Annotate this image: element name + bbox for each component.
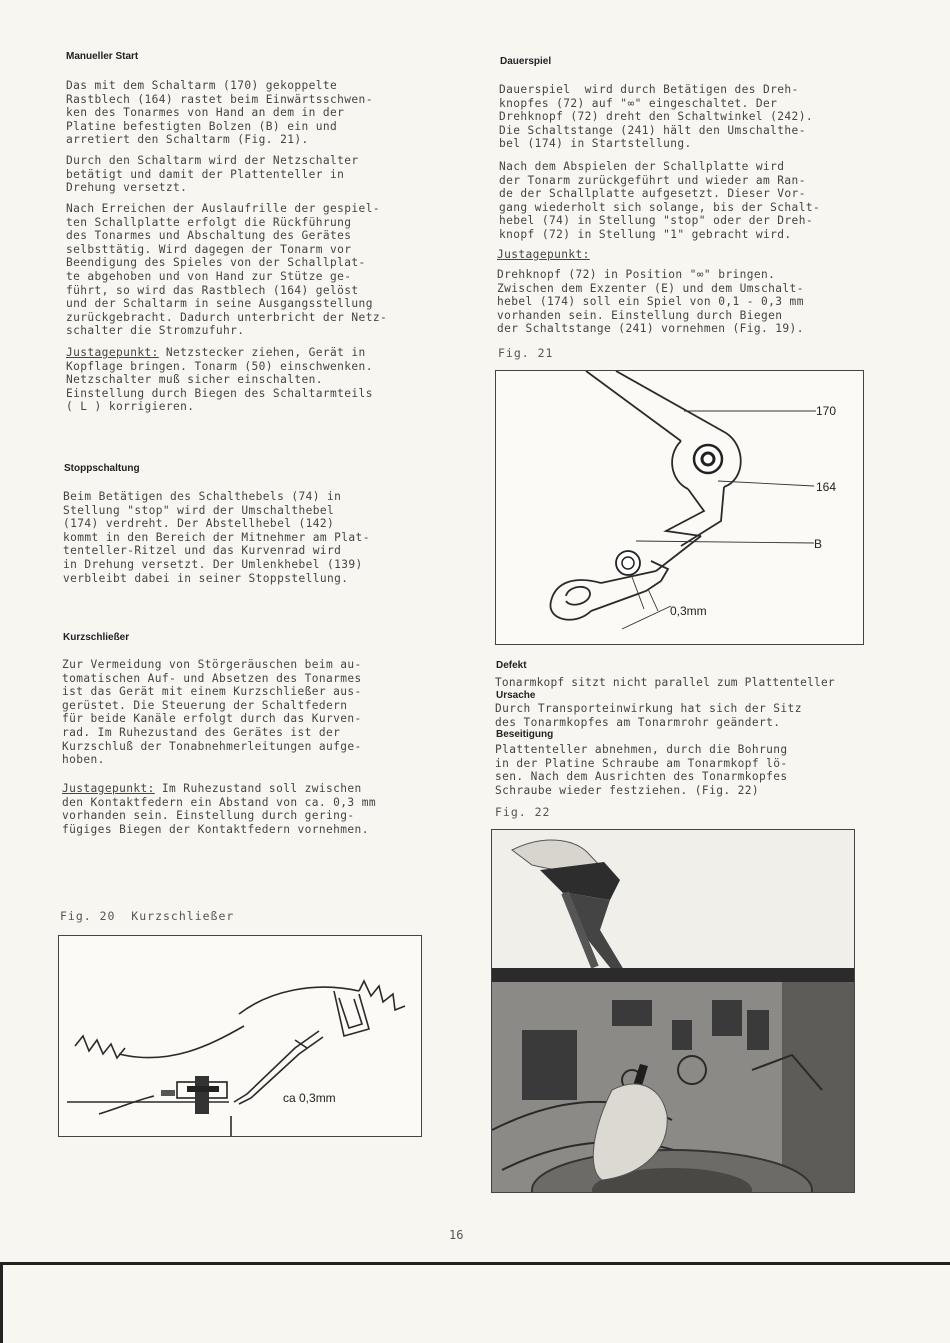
justage-kurzschliesser <box>62 782 376 836</box>
paragraph-kurzschliesser: Zur Vermeidung von Störgeräuschen beim au- tomatischen Auf- und Absetzen des Tonarmes ist das Gerät mit einem Kurzschließer aus- gerüstet. Die Steuerung der Schaltfedern für beide Kanäle erfolgt durch das Kurven- rad. Im Ruhezustand des Gerätes ist der Kurzschluß der Tonabnehmerleitungen aufge- hoben. <box>62 658 362 767</box>
justage-dauerspiel-text: Drehknopf (72) in Position "∞" bringen. Zwischen dem Exzenter (E) und dem Umschalt- hebel (174) soll ein Spiel von 0,1 - 0,3 mm vorhanden sein. Einstellung durch Biegen der Schaltstange (241) vornehmen (Fig. 19). <box>497 268 804 336</box>
paragraph-manueller-start-1: Das mit dem Schaltarm (170) gekoppelte Rastblech (164) rastet beim Einwärtsschwen- ken des Tonarmes von Hand an dem in der Platine befestigten Bolzen (B) ein und arretiert den Schaltarm (Fig. 21). <box>66 79 373 147</box>
justage-manueller-start <box>66 346 373 414</box>
fig21-label-gap: 0,3mm <box>670 604 707 618</box>
page-number: 16 <box>449 1228 464 1242</box>
fig20-drawing <box>59 936 421 1136</box>
justage-label: Justagepunkt: <box>66 346 159 359</box>
paragraph-stoppschaltung: Beim Betätigen des Schalthebels (74) in Stellung "stop" wird der Umschalthebel (174) verdreht. Der Abstellhebel (142) kommt in den Bereich der Mitnehmer am Plat- tenteller-Ritzel und das Kurvenrad wird in Drehung versetzt. Der Umlenkhebel (139) verbleibt dabei in seiner Stoppstellung. <box>63 490 370 585</box>
justage-text: Netzstecker ziehen, Gerät in Kopflage bringen. Tonarm (50) einschwenken. Netzschalter muß sicher einschalten. Einstellung durch Biegen des Schaltarmteils ( L ) korrigieren. <box>66 346 373 414</box>
fig20-label: ca 0,3mm <box>283 1091 336 1105</box>
fig20-caption: Fig. 20 Kurzschließer <box>60 909 235 923</box>
heading-stoppschaltung: Stoppschaltung <box>64 463 140 474</box>
fig21-drawing <box>496 371 863 644</box>
paragraph-dauerspiel-2: Nach dem Abspielen der Schallplatte wird der Tonarm zurückgeführt und wieder am Ran- de der Schallplatte aufgesetzt. Dieser Vor- gang wiederholt sich solange, bis der Schalt- hebel (74) in Stellung "stop" oder der Dreh- knopf (72) in Stellung "1" gebracht wird. <box>499 160 821 241</box>
scan-edge-line <box>0 1262 950 1265</box>
heading-defekt: Defekt <box>496 660 527 671</box>
fig21-figure <box>495 370 864 645</box>
fig21-label-b: B <box>814 537 823 551</box>
justage-text: Im Ruhezustand soll zwischen den Kontaktfedern ein Abstand von ca. 0,3 mm vorhanden sein. Einstellung durch gering- fügiges Biegen der Kontaktfedern vornehmen. <box>62 782 376 836</box>
justage-dauerspiel-label <box>497 248 590 262</box>
justage-label: Justagepunkt: <box>62 782 155 795</box>
fig21-label-164: 164 <box>816 480 837 494</box>
paragraph-manueller-start-2: Durch den Schaltarm wird der Netzschalter betätigt und damit der Plattenteller in Drehung versetzt. <box>66 154 359 195</box>
heading-beseitigung: Beseitigung <box>496 729 554 740</box>
ursache-text: Durch Transporteinwirkung hat sich der Sitz des Tonarmkopfes am Tonarmrohr geändert. <box>495 702 802 729</box>
paragraph-manueller-start-3: Nach Erreichen der Auslaufrille der gespiel- ten Schallplatte erfolgt die Rückführung des Tonarmes und Abschaltung des Gerätes selbsttätig. Wird dagegen der Tonarm vor Beendigung des Spieles von der Schallplat- te abgehoben und von Hand zur Stütze ge- führt, so wird das Rastblech (164) gelöst und der Schaltarm in seine Ausgangsstellung zurückgebracht. Dadurch unterbricht der Netz- schalter die Stromzufuhr. <box>66 202 388 338</box>
justage-label: Justagepunkt: <box>497 248 590 261</box>
defekt-text: Tonarmkopf sitzt nicht parallel zum Plattenteller <box>495 676 835 689</box>
fig22-photo-drawing <box>492 830 854 1192</box>
heading-kurzschliesser: Kurzschließer <box>63 632 130 643</box>
fig21-caption: Fig. 21 <box>498 346 554 360</box>
beseitigung-text: Plattenteller abnehmen, durch die Bohrung in der Platine Schraube am Tonarmkopf lö- sen. Nach dem Ausrichten des Tonarmkopfes Schraube wieder festziehen. (Fig. 22) <box>495 743 788 797</box>
scan-edge-left <box>0 1262 3 1343</box>
paragraph-dauerspiel-1: Dauerspiel wird durch Betätigen des Dreh- knopfes (72) auf "∞" eingeschaltet. Der Drehknopf (72) dreht den Schaltwinkel (242). Die Schaltstange (241) hält den Umschalthe- bel (174) in Startstellung. <box>499 83 813 151</box>
fig20-figure <box>58 935 422 1137</box>
fig21-label-170: 170 <box>816 404 837 418</box>
fig22-photo <box>491 829 855 1193</box>
heading-manueller-start: Manueller Start <box>66 51 139 62</box>
heading-dauerspiel: Dauerspiel <box>500 56 552 67</box>
fig22-caption: Fig. 22 <box>495 805 551 819</box>
heading-ursache: Ursache <box>496 690 536 701</box>
